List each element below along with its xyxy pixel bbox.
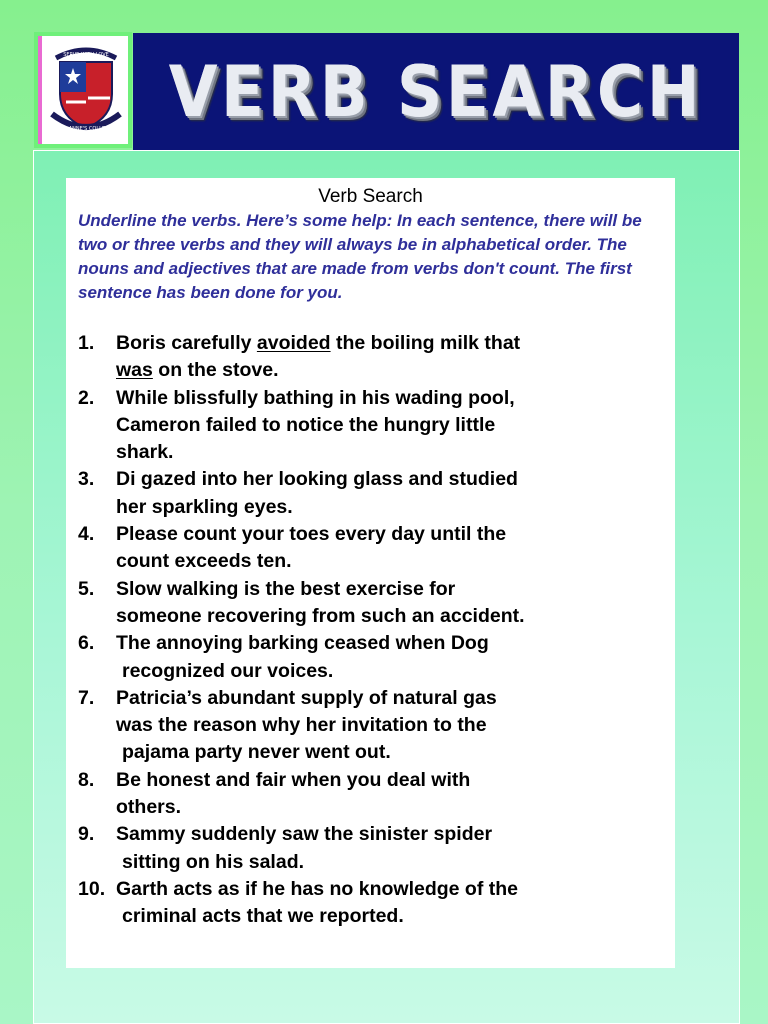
sentence-8 [78,767,663,822]
underlined-verb: was [116,359,153,382]
sentence-number: 5. [78,577,95,600]
sentence-text: Di gazed into her looking glass and studied [116,468,518,491]
school-crest-icon [46,44,126,136]
sentence-number: 4. [78,523,95,546]
motto-bottom: ST. ANNE'S COLLEGE [59,126,113,132]
sentence-text: Patricia’s abundant supply of natural gas [116,686,497,709]
sentence-text: someone recovering from such an accident. [116,604,525,627]
page-title: VERB SEARCH [168,51,704,133]
sentence-1 [78,330,663,385]
motto-top: SERVE WITH LOVE [63,52,109,58]
sentence-text: Slow walking is the best exercise for [116,577,456,600]
sentence-number: 7. [78,686,95,709]
sentence-number: 8. [78,768,95,791]
sentence-number: 6. [78,632,95,655]
sentence-text: Be honest and fair when you deal with [116,768,471,791]
logo-box [34,32,132,148]
sentence-text: Cameron failed to notice the hungry little [116,413,496,436]
sentence-number: 3. [78,468,95,491]
card-title: Verb Search [318,186,423,207]
sentence-text: pajama party never went out. [122,741,391,764]
sentence-text: on the stove. [152,359,279,382]
sentence-text: recognized our voices. [122,659,334,682]
sentence-number: 2. [78,386,95,409]
sentence-text: others. [116,796,182,819]
sentence-text: While blissfully bathing in his wading pool, [116,386,515,409]
sentence-text: The annoying barking ceased when Dog [116,632,489,655]
title-banner [133,33,739,151]
sentence-9 [78,821,663,876]
worksheet-card [66,178,675,968]
sentence-5 [78,576,663,631]
sentence-7 [78,685,663,767]
sentence-number: 10. [78,877,106,900]
sentence-text: Boris carefully [116,332,257,354]
sentence-text: shark. [116,441,174,464]
sentence-text: Garth acts as if he has no knowledge of the [116,877,518,900]
sentence-text: Please count your toes every day until the [116,523,507,546]
sentence-text: count exceeds ten. [116,550,292,573]
sentence-text: sitting on his salad. [122,850,305,873]
sentence-text: criminal acts that we reported. [122,905,404,928]
underlined-verb: avoided [256,332,331,354]
sentence-2 [78,385,663,467]
sentence-number: 9. [78,823,95,846]
logo-panel [38,36,128,144]
instructions-text: Underline the verbs. Here’s some help: In each sentence, there will be two or three verbs and they will always be in alphabetical order. The nouns and adjectives that are made from verbs don't count. The first sentence has been done for you. [78,211,642,302]
sentence-6 [78,630,663,685]
sentence-3 [78,466,663,521]
sentence-10 [78,876,663,931]
sentence-text: was the reason why her invitation to the [116,714,487,737]
sentence-number: 1. [78,332,95,354]
sentence-text: her sparkling eyes. [116,495,293,518]
sentence-text: Sammy suddenly saw the sinister spider [116,823,493,846]
sentence-4 [78,521,663,576]
sentence-text: the boiling milk that [330,332,521,354]
sentence-list [78,330,663,931]
